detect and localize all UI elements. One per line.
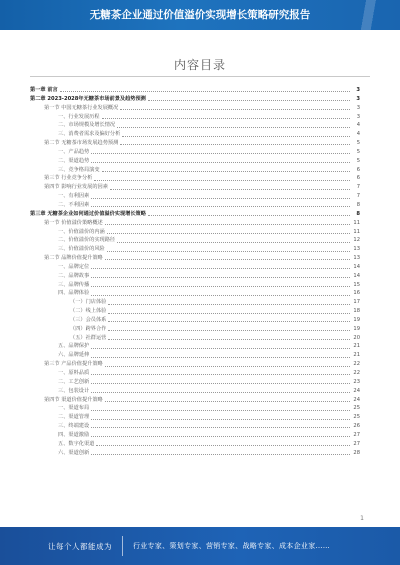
table-of-contents <box>30 86 360 457</box>
toc-entry-page: 3 <box>356 87 360 93</box>
toc-entry[interactable] <box>30 431 360 440</box>
toc-entry[interactable] <box>30 130 360 139</box>
toc-entry-page: 4 <box>356 131 360 138</box>
toc-leader-dots <box>107 246 350 252</box>
toc-entry[interactable] <box>30 183 360 192</box>
toc-entry[interactable] <box>30 236 360 245</box>
toc-entry[interactable] <box>30 272 360 281</box>
toc-entry[interactable] <box>30 342 360 351</box>
toc-entry-page: 17 <box>353 299 360 306</box>
toc-entry-page: 13 <box>353 255 360 262</box>
toc-leader-dots <box>110 184 350 190</box>
toc-entry-label: 第一章 前言 <box>30 87 58 93</box>
toc-entry-label: 一、渠道布局 <box>58 405 90 412</box>
toc-entry-label: 三、竞争格局演变 <box>58 166 100 173</box>
toc-entry[interactable] <box>30 148 360 157</box>
toc-entry-label: 三、包装设计 <box>58 387 90 394</box>
toc-entry[interactable] <box>30 192 360 201</box>
toc-leader-dots <box>148 210 350 216</box>
toc-leader-dots <box>105 219 350 225</box>
toc-leader-dots <box>91 369 350 375</box>
toc-entry-label: （二）线上体验 <box>70 308 107 315</box>
toc-entry[interactable] <box>30 104 360 113</box>
toc-entry[interactable] <box>30 351 360 360</box>
toc-entry-page: 21 <box>353 352 360 359</box>
toc-entry-page: 23 <box>353 378 360 385</box>
toc-leader-dots <box>117 237 350 243</box>
toc-entry-label: （四）跨界合作 <box>70 325 107 332</box>
toc-entry-label: 三、消费者需求及偏好分析 <box>58 131 121 138</box>
toc-entry-page: 11 <box>353 219 360 226</box>
toc-leader-dots <box>105 361 350 367</box>
toc-entry-label: 五、数字化渠道 <box>58 440 95 447</box>
toc-entry[interactable] <box>30 121 360 130</box>
toc-leader-dots <box>91 148 350 154</box>
toc-entry-page: 15 <box>353 281 360 288</box>
page-number: 1 <box>360 515 364 522</box>
toc-leader-dots <box>91 272 350 278</box>
toc-entry-page: 27 <box>353 440 360 447</box>
toc-entry-page: 12 <box>353 237 360 244</box>
toc-leader-dots <box>108 325 350 331</box>
toc-entry-page: 18 <box>353 308 360 315</box>
toc-entry-page: 5 <box>356 148 360 155</box>
footer-banner <box>0 527 400 565</box>
toc-entry-page: 24 <box>353 387 360 394</box>
toc-leader-dots <box>96 440 350 446</box>
toc-entry-page: 21 <box>353 343 360 350</box>
toc-entry[interactable] <box>30 281 360 290</box>
toc-entry-page: 19 <box>353 316 360 323</box>
toc-entry-page: 25 <box>353 414 360 421</box>
toc-title: 内容目录 <box>173 58 226 72</box>
toc-entry-page: 5 <box>356 157 360 164</box>
toc-entry-page: 19 <box>353 325 360 332</box>
toc-entry-page: 16 <box>353 290 360 297</box>
toc-entry[interactable] <box>30 201 360 210</box>
toc-entry-page: 25 <box>353 405 360 412</box>
toc-leader-dots <box>148 95 350 101</box>
toc-entry[interactable] <box>30 396 360 405</box>
toc-leader-dots <box>94 175 350 181</box>
toc-leader-dots <box>108 299 350 305</box>
toc-leader-dots <box>108 316 350 322</box>
toc-entry-page: 3 <box>356 95 360 102</box>
toc-entry[interactable] <box>30 157 360 166</box>
toc-leader-dots <box>91 157 350 163</box>
toc-leader-dots <box>91 193 350 199</box>
toc-entry-label: 三、品牌传播 <box>58 281 90 288</box>
toc-leader-dots <box>60 86 350 92</box>
toc-leader-dots <box>108 308 350 314</box>
toc-entry-label: 二、渠道趋势 <box>58 157 90 164</box>
toc-entry-label: 二、市场规模及增长情况 <box>58 122 116 129</box>
toc-leader-dots <box>91 201 350 207</box>
toc-entry-page: 22 <box>353 370 360 376</box>
toc-entry-label: 第一节 价值溢价策略概述 <box>44 219 103 226</box>
toc-entry-label: 一、有利因素 <box>58 193 90 200</box>
toc-entry[interactable] <box>30 166 360 175</box>
toc-leader-dots <box>91 405 350 411</box>
toc-entry[interactable] <box>30 316 360 325</box>
toc-entry-page: 28 <box>353 449 360 456</box>
toc-leader-dots <box>102 166 350 172</box>
toc-entry-label: 三、终端建设 <box>58 423 90 430</box>
toc-entry-label: 第三章 无糖茶企业如何通过价值溢价实现增长策略 <box>30 210 146 217</box>
header-decoration <box>340 0 400 30</box>
toc-entry-label: 第四节 渠道价值提升策略 <box>44 396 103 403</box>
toc-entry-label: 一、价值溢价的内涵 <box>58 228 105 235</box>
toc-entry-label: 二、工艺创新 <box>58 378 90 385</box>
toc-entry[interactable] <box>30 422 360 431</box>
toc-entry[interactable] <box>30 139 360 148</box>
toc-entry-label: 第三节 产品价值提升策略 <box>44 361 103 368</box>
toc-entry-page: 22 <box>353 361 360 368</box>
toc-entry-label: （五）社群运营 <box>70 334 107 341</box>
toc-leader-dots <box>108 334 350 340</box>
toc-entry-page: 8 <box>356 210 360 217</box>
toc-entry-label: 五、品牌保护 <box>58 343 90 350</box>
toc-entry[interactable] <box>30 307 360 316</box>
toc-entry[interactable] <box>30 325 360 334</box>
toc-entry-page: 6 <box>356 175 360 182</box>
footer-brand: 让每个人都能成为 <box>48 541 112 551</box>
toc-entry-label: 二、不利因素 <box>58 201 90 208</box>
toc-leader-dots <box>120 139 350 145</box>
toc-entry[interactable] <box>30 254 360 263</box>
toc-entry-label: 六、品牌延伸 <box>58 352 90 359</box>
toc-entry-label: 三、价值溢价的风险 <box>58 246 105 253</box>
toc-entry-page: 7 <box>356 193 360 200</box>
toc-entry-label: 一、品牌定位 <box>58 263 90 270</box>
toc-entry[interactable] <box>30 404 360 413</box>
toc-entry[interactable] <box>30 449 360 458</box>
toc-entry[interactable] <box>30 440 360 449</box>
toc-entry-page: 6 <box>356 166 360 173</box>
header-banner <box>0 0 400 30</box>
title-divider <box>30 76 370 77</box>
toc-entry-label: （三）会员体系 <box>70 316 107 323</box>
toc-leader-dots <box>117 122 350 128</box>
toc-leader-dots <box>91 414 350 420</box>
toc-entry-page: 14 <box>353 263 360 270</box>
toc-entry-page: 14 <box>353 272 360 279</box>
toc-leader-dots <box>107 228 350 234</box>
toc-entry-page: 13 <box>353 246 360 253</box>
toc-entry[interactable] <box>30 210 360 219</box>
toc-entry-label: 二、品牌故事 <box>58 272 90 279</box>
toc-leader-dots <box>91 378 350 384</box>
toc-entry[interactable] <box>30 245 360 254</box>
toc-entry-label: 第二节 无糖茶市场发展趋势预测 <box>44 140 119 147</box>
toc-entry-label: 四、品牌体验 <box>58 290 90 297</box>
toc-entry-page: 20 <box>353 334 360 341</box>
toc-entry[interactable] <box>30 219 360 228</box>
toc-leader-dots <box>91 281 350 287</box>
toc-leader-dots <box>91 431 350 437</box>
footer-divider <box>122 536 123 556</box>
toc-entry-page: 4 <box>356 122 360 129</box>
toc-leader-dots <box>105 254 350 260</box>
toc-entry-label: 第四节 影响行业发展的因素 <box>44 184 108 191</box>
toc-entry[interactable] <box>30 228 360 237</box>
toc-entry-label: 第二章 2023-2028年无糖茶市场前景及趋势预测 <box>30 95 146 102</box>
footer-tagline: 行业专家、策划专家、营销专家、战略专家、成本企业家…… <box>133 542 331 550</box>
toc-entry-label: 四、渠道激励 <box>58 431 90 438</box>
toc-entry[interactable] <box>30 86 360 95</box>
toc-entry[interactable] <box>30 298 360 307</box>
toc-entry-page: 11 <box>353 228 360 235</box>
toc-leader-dots <box>91 352 350 358</box>
toc-leader-dots <box>102 113 350 119</box>
toc-leader-dots <box>91 263 350 269</box>
toc-leader-dots <box>91 387 350 393</box>
toc-entry[interactable] <box>30 334 360 343</box>
toc-entry[interactable] <box>30 387 360 396</box>
toc-leader-dots <box>91 422 350 428</box>
toc-entry-label: 一、原料品质 <box>58 370 90 376</box>
toc-entry-label: 六、渠道创新 <box>58 449 90 456</box>
toc-entry-page: 3 <box>356 113 360 120</box>
toc-entry[interactable] <box>30 413 360 422</box>
toc-entry[interactable] <box>30 369 360 378</box>
toc-leader-dots <box>91 343 350 349</box>
toc-entry-label: 一、产品趋势 <box>58 148 90 155</box>
toc-entry-page: 5 <box>356 140 360 147</box>
toc-leader-dots <box>122 131 350 137</box>
toc-entry[interactable] <box>30 113 360 122</box>
toc-leader-dots <box>105 396 350 402</box>
toc-entry[interactable] <box>30 95 360 104</box>
toc-entry-label: 第一节 中国无糖茶行业发展概况 <box>44 104 119 111</box>
toc-entry-page: 8 <box>356 201 360 208</box>
toc-entry-label: 二、渠道管理 <box>58 414 90 421</box>
toc-entry-page: 3 <box>356 104 360 111</box>
toc-entry[interactable] <box>30 289 360 298</box>
toc-leader-dots <box>91 290 350 296</box>
toc-leader-dots <box>120 104 350 110</box>
toc-entry-label: 二、价值溢价的实现路径 <box>58 237 116 244</box>
toc-entry-label: 一、行业发展历程 <box>58 113 100 120</box>
toc-entry-page: 7 <box>356 184 360 191</box>
toc-entry-label: 第二节 品牌价值提升策略 <box>44 255 103 262</box>
toc-leader-dots <box>91 449 350 455</box>
toc-entry-page: 27 <box>353 431 360 438</box>
toc-entry-page: 26 <box>353 423 360 430</box>
toc-entry-label: （一）门店体验 <box>70 299 107 306</box>
toc-entry[interactable] <box>30 263 360 272</box>
toc-entry-label: 第三节 行业竞争分析 <box>44 175 93 182</box>
toc-entry[interactable] <box>30 378 360 387</box>
toc-entry-page: 24 <box>353 396 360 403</box>
toc-entry[interactable] <box>30 360 360 369</box>
header-title: 无糖茶企业通过价值溢价实现增长策略研究报告 <box>89 9 311 21</box>
toc-entry[interactable] <box>30 174 360 183</box>
